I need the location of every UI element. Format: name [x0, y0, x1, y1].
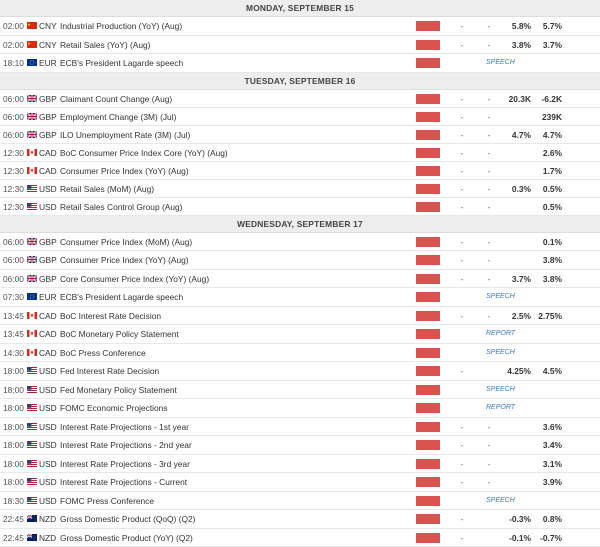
event-name[interactable]: BoC Monetary Policy Statement — [60, 325, 410, 343]
event-row[interactable] — [0, 144, 600, 162]
ca-flag-icon — [27, 312, 37, 319]
event-name[interactable]: Employment Change (3M) (Jul) — [60, 108, 410, 126]
us-flag-icon — [27, 367, 37, 374]
gb-flag-icon — [27, 238, 37, 245]
cn-flag-icon — [27, 22, 37, 29]
event-row[interactable] — [0, 17, 600, 36]
event-name[interactable]: BoC Consumer Price Index Core (YoY) (Aug) — [60, 144, 410, 162]
event-currency: USD — [39, 198, 59, 216]
impact-bar — [416, 477, 440, 487]
event-dash-1: - — [455, 90, 469, 108]
event-name[interactable]: Consumer Price Index (YoY) (Aug) — [60, 162, 410, 180]
event-currency: NZD — [39, 529, 59, 547]
event-tag: SPEECH — [486, 288, 526, 306]
event-name[interactable]: FOMC Press Conference — [60, 492, 410, 510]
event-row[interactable] — [0, 307, 600, 326]
event-row[interactable] — [0, 510, 600, 529]
event-dash-2: - — [482, 90, 496, 108]
event-forecast: 0.5% — [532, 180, 562, 198]
event-forecast: 3.9% — [532, 473, 562, 491]
event-row[interactable] — [0, 436, 600, 455]
gb-flag-icon — [27, 113, 37, 120]
event-row[interactable] — [0, 529, 600, 547]
event-currency: USD — [39, 492, 59, 510]
event-dash-1: - — [455, 36, 469, 54]
event-currency: CAD — [39, 344, 59, 362]
event-dash-2: - — [482, 162, 496, 180]
impact-bar — [416, 274, 440, 284]
gb-flag-icon — [27, 95, 37, 102]
event-row[interactable] — [0, 418, 600, 437]
eu-flag-icon — [27, 59, 37, 66]
impact-bar — [416, 21, 440, 31]
us-flag-icon — [27, 386, 37, 393]
event-row[interactable] — [0, 54, 600, 73]
day-header: TUESDAY, SEPTEMBER 16 — [0, 73, 600, 90]
event-actual: 4.7% — [472, 126, 531, 144]
event-time: 06:00 — [3, 270, 25, 288]
day-section — [0, 0, 600, 73]
event-time: 06:00 — [3, 251, 25, 269]
day-header: WEDNESDAY, SEPTEMBER 17 — [0, 216, 600, 233]
event-name[interactable]: Consumer Price Index (YoY) (Aug) — [60, 251, 410, 269]
event-currency: GBP — [39, 90, 59, 108]
event-tag: SPEECH — [486, 344, 526, 362]
event-currency: CAD — [39, 144, 59, 162]
event-forecast: 0.1% — [532, 233, 562, 251]
impact-bar — [416, 255, 440, 265]
event-row[interactable] — [0, 492, 600, 511]
event-dash-2: - — [482, 251, 496, 269]
event-forecast: 4.5% — [532, 362, 562, 380]
event-dash-1: - — [455, 510, 469, 528]
event-name[interactable]: Retail Sales (YoY) (Aug) — [60, 36, 410, 54]
event-name[interactable]: Gross Domestic Product (YoY) (Q2) — [60, 529, 410, 547]
event-currency: USD — [39, 362, 59, 380]
event-currency: CAD — [39, 307, 59, 325]
event-dash-1: - — [455, 270, 469, 288]
event-row[interactable] — [0, 473, 600, 492]
event-name[interactable]: BoC Press Conference — [60, 344, 410, 362]
event-tag: REPORT — [486, 325, 526, 343]
event-tag: REPORT — [486, 399, 526, 417]
ca-flag-icon — [27, 167, 37, 174]
event-name[interactable]: Interest Rate Projections - 2nd year — [60, 436, 410, 454]
us-flag-icon — [27, 441, 37, 448]
event-name[interactable]: Gross Domestic Product (QoQ) (Q2) — [60, 510, 410, 528]
event-currency: CNY — [39, 17, 59, 35]
event-forecast: 2.6% — [532, 144, 562, 162]
event-dash-1: - — [455, 307, 469, 325]
event-dash-1: - — [455, 436, 469, 454]
impact-bar — [416, 403, 440, 413]
event-time: 18:00 — [3, 418, 25, 436]
event-row[interactable] — [0, 198, 600, 216]
event-currency: CAD — [39, 162, 59, 180]
impact-bar — [416, 94, 440, 104]
event-name[interactable]: ILO Unemployment Rate (3M) (Jul) — [60, 126, 410, 144]
event-name[interactable]: Consumer Price Index (MoM) (Aug) — [60, 233, 410, 251]
event-name[interactable]: Retail Sales (MoM) (Aug) — [60, 180, 410, 198]
event-time: 06:00 — [3, 108, 25, 126]
event-row[interactable] — [0, 251, 600, 270]
event-dash-2: - — [482, 455, 496, 473]
event-dash-2: - — [482, 418, 496, 436]
impact-bar — [416, 40, 440, 50]
event-currency: GBP — [39, 126, 59, 144]
event-dash-1: - — [455, 362, 469, 380]
impact-bar — [416, 130, 440, 140]
nz-flag-icon — [27, 515, 37, 522]
event-name[interactable]: Fed Interest Rate Decision — [60, 362, 410, 380]
event-row[interactable] — [0, 90, 600, 108]
event-currency: GBP — [39, 251, 59, 269]
us-flag-icon — [27, 404, 37, 411]
impact-bar — [416, 329, 440, 339]
gb-flag-icon — [27, 275, 37, 282]
event-dash-2: - — [482, 198, 496, 216]
impact-bar — [416, 459, 440, 469]
event-currency: USD — [39, 180, 59, 198]
nz-flag-icon — [27, 534, 37, 541]
day-section — [0, 73, 600, 216]
eu-flag-icon — [27, 293, 37, 300]
ca-flag-icon — [27, 330, 37, 337]
event-row[interactable] — [0, 455, 600, 474]
event-currency: CNY — [39, 36, 59, 54]
event-dash-2: - — [482, 126, 496, 144]
us-flag-icon — [27, 460, 37, 467]
event-name[interactable]: FOMC Economic Projections — [60, 399, 410, 417]
event-forecast: -6.2K — [532, 90, 562, 108]
impact-bar — [416, 184, 440, 194]
event-time: 12:30 — [3, 180, 25, 198]
event-time: 12:30 — [3, 144, 25, 162]
event-time: 18:00 — [3, 362, 25, 380]
event-currency: USD — [39, 473, 59, 491]
impact-bar — [416, 496, 440, 506]
event-time: 13:45 — [3, 325, 25, 343]
event-time: 18:00 — [3, 455, 25, 473]
event-name[interactable]: ECB's President Lagarde speech — [60, 54, 410, 72]
event-name[interactable]: ECB's President Lagarde speech — [60, 288, 410, 306]
event-dash-1: - — [455, 180, 469, 198]
event-row[interactable] — [0, 270, 600, 289]
event-forecast: 0.8% — [532, 510, 562, 528]
event-time: 02:00 — [3, 17, 25, 35]
event-time: 12:30 — [3, 162, 25, 180]
cn-flag-icon — [27, 41, 37, 48]
event-currency: USD — [39, 381, 59, 399]
event-dash-2: - — [482, 233, 496, 251]
impact-bar — [416, 237, 440, 247]
event-row[interactable] — [0, 36, 600, 55]
event-dash-1: - — [455, 198, 469, 216]
day-section — [0, 216, 600, 547]
event-dash-1: - — [455, 529, 469, 547]
event-actual: 3.8% — [472, 36, 531, 54]
event-dash-2: - — [482, 473, 496, 491]
event-actual: 5.8% — [472, 17, 531, 35]
event-name[interactable]: Industrial Production (YoY) (Aug) — [60, 17, 410, 35]
impact-bar — [416, 366, 440, 376]
event-forecast: 3.7% — [532, 36, 562, 54]
event-dash-2: - — [482, 270, 496, 288]
event-dash-1: - — [455, 418, 469, 436]
event-forecast: 3.1% — [532, 455, 562, 473]
event-currency: GBP — [39, 270, 59, 288]
event-time: 18:00 — [3, 399, 25, 417]
gb-flag-icon — [27, 256, 37, 263]
event-dash-2: - — [482, 144, 496, 162]
event-tag: SPEECH — [486, 54, 526, 72]
event-dash-2: - — [482, 36, 496, 54]
event-forecast: 239K — [532, 108, 562, 126]
event-actual: -0.1% — [472, 529, 531, 547]
impact-bar — [416, 385, 440, 395]
event-row[interactable] — [0, 399, 600, 418]
event-dash-1: - — [455, 144, 469, 162]
event-dash-1: - — [455, 108, 469, 126]
impact-bar — [416, 148, 440, 158]
event-forecast: 4.7% — [532, 126, 562, 144]
event-name[interactable]: Claimant Count Change (Aug) — [60, 90, 410, 108]
event-dash-2: - — [482, 108, 496, 126]
event-dash-1: - — [455, 126, 469, 144]
event-time: 14:30 — [3, 344, 25, 362]
event-name[interactable]: Interest Rate Projections - 1st year — [60, 418, 410, 436]
event-currency: GBP — [39, 108, 59, 126]
us-flag-icon — [27, 497, 37, 504]
event-actual: 2.5% — [472, 307, 531, 325]
event-time: 18:30 — [3, 492, 25, 510]
event-tag: SPEECH — [486, 492, 526, 510]
event-dash-2: - — [482, 436, 496, 454]
impact-bar — [416, 514, 440, 524]
event-forecast: 3.8% — [532, 251, 562, 269]
us-flag-icon — [27, 185, 37, 192]
ca-flag-icon — [27, 149, 37, 156]
event-time: 18:00 — [3, 473, 25, 491]
event-forecast: 3.4% — [532, 436, 562, 454]
event-tag: SPEECH — [486, 381, 526, 399]
day-header: MONDAY, SEPTEMBER 15 — [0, 0, 600, 17]
event-name[interactable]: Fed Monetary Policy Statement — [60, 381, 410, 399]
event-actual: 4.25% — [472, 362, 531, 380]
event-currency: USD — [39, 418, 59, 436]
impact-bar — [416, 166, 440, 176]
event-actual: -0.3% — [472, 510, 531, 528]
event-time: 02:00 — [3, 36, 25, 54]
impact-bar — [416, 58, 440, 68]
event-forecast: 2.75% — [532, 307, 562, 325]
event-dash-1: - — [455, 17, 469, 35]
event-forecast: 5.7% — [532, 17, 562, 35]
impact-bar — [416, 292, 440, 302]
event-forecast: 1.7% — [532, 162, 562, 180]
event-row[interactable] — [0, 288, 600, 307]
event-dash-1: - — [455, 251, 469, 269]
event-row[interactable] — [0, 362, 600, 381]
event-dash-1: - — [455, 162, 469, 180]
event-row[interactable] — [0, 108, 600, 126]
event-row[interactable] — [0, 180, 600, 198]
event-currency: CAD — [39, 325, 59, 343]
event-forecast: 0.5% — [532, 198, 562, 216]
event-time: 07:30 — [3, 288, 25, 306]
event-currency: NZD — [39, 510, 59, 528]
impact-bar — [416, 311, 440, 321]
event-row[interactable] — [0, 381, 600, 400]
impact-bar — [416, 202, 440, 212]
event-currency: USD — [39, 455, 59, 473]
impact-bar — [416, 422, 440, 432]
event-dash-2: - — [482, 17, 496, 35]
event-currency: USD — [39, 399, 59, 417]
event-time: 18:10 — [3, 54, 25, 72]
event-row[interactable] — [0, 233, 600, 252]
event-forecast: 3.6% — [532, 418, 562, 436]
event-dash-1: - — [455, 473, 469, 491]
event-name[interactable]: Core Consumer Price Index (YoY) (Aug) — [60, 270, 410, 288]
event-time: 12:30 — [3, 198, 25, 216]
us-flag-icon — [27, 203, 37, 210]
event-time: 22:45 — [3, 510, 25, 528]
event-dash-1: - — [455, 233, 469, 251]
event-name[interactable]: BoC Interest Rate Decision — [60, 307, 410, 325]
event-name[interactable]: Interest Rate Projections - 3rd year — [60, 455, 410, 473]
event-currency: USD — [39, 436, 59, 454]
event-currency: EUR — [39, 288, 59, 306]
event-name[interactable]: Retail Sales Control Group (Aug) — [60, 198, 410, 216]
gb-flag-icon — [27, 131, 37, 138]
us-flag-icon — [27, 478, 37, 485]
event-time: 18:00 — [3, 436, 25, 454]
event-time: 13:45 — [3, 307, 25, 325]
impact-bar — [416, 112, 440, 122]
event-row[interactable] — [0, 126, 600, 144]
event-time: 06:00 — [3, 233, 25, 251]
event-forecast: -0.7% — [532, 529, 562, 547]
us-flag-icon — [27, 423, 37, 430]
event-actual: 0.3% — [472, 180, 531, 198]
event-dash-2: - — [482, 307, 496, 325]
event-dash-2: - — [482, 180, 496, 198]
event-time: 06:00 — [3, 126, 25, 144]
event-actual: 20.3K — [472, 90, 531, 108]
event-actual: 3.7% — [472, 270, 531, 288]
event-dash-1: - — [455, 455, 469, 473]
event-forecast: 3.8% — [532, 270, 562, 288]
impact-bar — [416, 348, 440, 358]
event-name[interactable]: Interest Rate Projections - Current — [60, 473, 410, 491]
event-currency: GBP — [39, 233, 59, 251]
event-time: 06:00 — [3, 90, 25, 108]
ca-flag-icon — [27, 349, 37, 356]
event-row[interactable] — [0, 325, 600, 344]
event-row[interactable] — [0, 344, 600, 363]
event-row[interactable] — [0, 162, 600, 180]
impact-bar — [416, 533, 440, 543]
event-time: 22:45 — [3, 529, 25, 547]
impact-bar — [416, 440, 440, 450]
event-time: 18:00 — [3, 381, 25, 399]
event-currency: EUR — [39, 54, 59, 72]
